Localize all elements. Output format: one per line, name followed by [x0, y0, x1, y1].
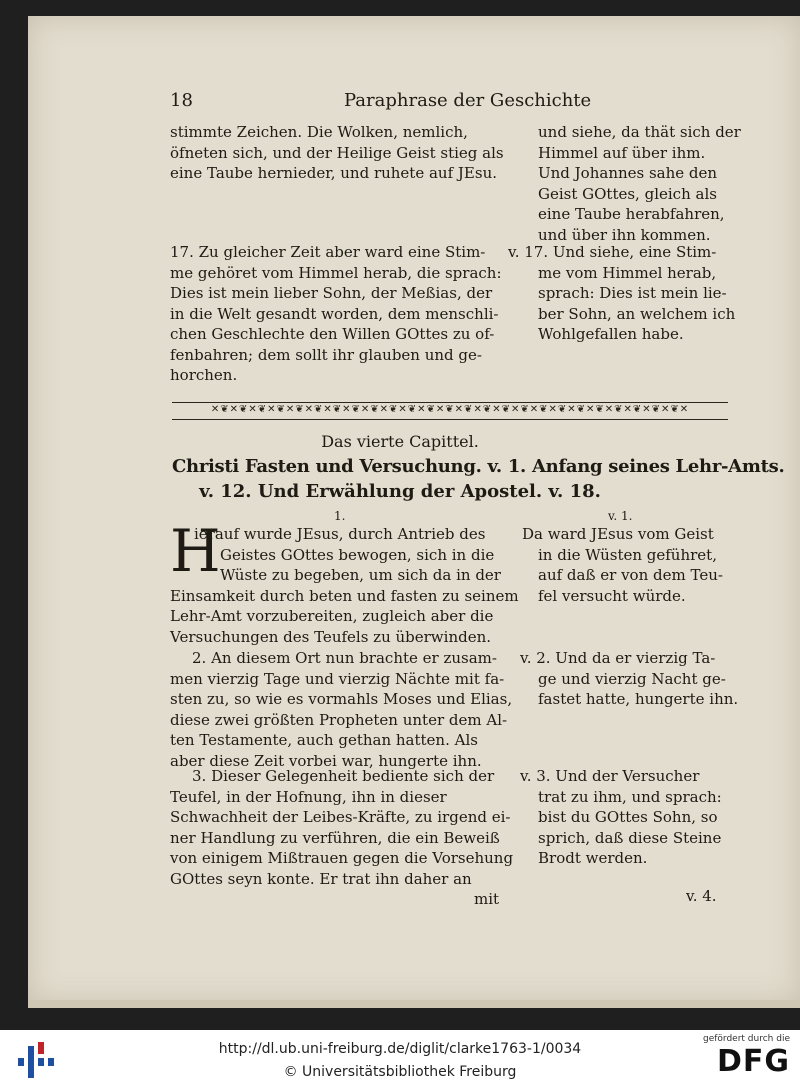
text-line: ierauf wurde JEsus, durch Antrieb des — [194, 525, 486, 543]
text-line: Lehr-Amt vorzubereiten, zugleich aber die — [170, 607, 494, 625]
text-line: 17. Zu gleicher Zeit aber ward eine Stim- — [170, 243, 486, 261]
verse-17-paraphrase — [170, 242, 502, 386]
text-line: Himmel auf über ihm. — [538, 143, 706, 162]
text-line: bist du GOttes Sohn, so — [538, 808, 718, 826]
text-line: sprach: Dies ist mein lie- — [538, 284, 727, 302]
text-line: fel versucht würde. — [538, 586, 686, 605]
text-line: ber Sohn, an welchem ich — [538, 304, 736, 323]
text-line: ten Testamente, auch gethan hatten. Als — [170, 731, 478, 749]
running-title: Paraphrase der Geschichte — [344, 90, 592, 111]
text-line: ner Handlung zu verführen, die ein Beweiß — [170, 828, 500, 847]
text-line: diese zwei größten Propheten unter dem Al- — [170, 710, 508, 729]
copyright-notice: © Universitätsbibliothek Freiburg — [283, 1064, 517, 1080]
top-left-column — [170, 122, 504, 184]
text-line: men vierzig Tage und vierzig Nächte mit fa- — [170, 669, 505, 688]
text-line: sprich, daß diese Steine — [538, 828, 722, 847]
text-line: me vom Himmel herab, — [538, 263, 717, 282]
top-right-column — [538, 122, 741, 245]
text-line: Und Johannes sahe den — [538, 164, 718, 182]
text-line: und über ihn kommen. — [538, 225, 711, 244]
text-line: Geistes GOttes bewogen, sich in die — [220, 545, 495, 564]
chapter-title-line-1: Christi Fasten und Versuchung. v. 1. Anfang seines Lehr-Amts. — [172, 456, 785, 477]
text-line: öfneten sich, und der Heilige Geist stieg als — [170, 143, 504, 162]
text-line: v. 2. Und da er vierzig Ta- — [520, 649, 716, 667]
text-line: in die Wüsten geführet, — [538, 545, 717, 564]
text-line: Versuchungen des Teufels zu überwinden. — [170, 627, 492, 646]
section-1-right-number: v. 1. — [608, 509, 633, 523]
text-line: ge und vierzig Nacht ge- — [538, 669, 726, 688]
text-line: me gehöret vom Himmel herab, die sprach: — [170, 263, 502, 282]
text-line: und siehe, da thät sich der — [538, 123, 741, 141]
text-line: aber diese Zeit vorbei war, hungerte ihn. — [170, 751, 482, 770]
text-line: Dies ist mein lieber Sohn, der Meßias, der — [170, 284, 493, 302]
page-edge — [28, 1000, 800, 1008]
section-2-paraphrase — [170, 648, 512, 771]
text-line: fenbahren; dem sollt ihr glauben und ge- — [170, 345, 482, 364]
document-url[interactable]: http://dl.ub.uni-freiburg.de/diglit/clarke1763-1/0034 — [218, 1041, 582, 1057]
ornamental-divider: ✕❦✕❦✕❦✕❦✕❦✕❦✕❦✕❦✕❦✕❦✕❦✕❦✕❦✕❦✕❦✕❦✕❦✕❦✕❦✕❦✕❦✕❦✕❦✕❦✕❦✕ — [172, 402, 728, 420]
text-line: stimmte Zeichen. Die Wolken, nemlich, — [170, 123, 468, 141]
funded-by-label: gefördert durch die — [703, 1034, 790, 1044]
text-line: horchen. — [170, 366, 238, 384]
page-number: 18 — [170, 90, 193, 111]
text-line: v. 3. Und der Versucher — [520, 767, 700, 785]
section-1-paraphrase — [170, 517, 519, 647]
text-line: Teufel, in der Hofnung, ihn in dieser — [170, 787, 447, 806]
section-3-scripture — [520, 766, 722, 869]
text-line: Wohlgefallen habe. — [538, 325, 684, 343]
text-line: fastet hatte, hungerte ihn. — [538, 690, 739, 708]
text-line: Einsamkeit durch beten und fasten zu seinem — [170, 586, 519, 605]
text-line: chen Geschlechte den Willen GOttes zu of- — [170, 325, 495, 343]
text-line: eine Taube herabfahren, — [538, 205, 725, 223]
text-line: 2. An diesem Ort nun brachte er zusam- — [192, 649, 497, 667]
verse-17-scripture — [508, 242, 735, 345]
catchword-right: v. 4. — [686, 887, 717, 905]
text-line: trat zu ihm, und sprach: — [538, 787, 722, 806]
text-line: eine Taube hernieder, und ruhete auf JEsu. — [170, 164, 497, 182]
catchword-left: mit — [474, 890, 500, 908]
chapter-label: Das vierte Capittel. — [321, 432, 479, 451]
text-line: Geist GOttes, gleich als — [538, 184, 717, 203]
text-line: sten zu, so wie es vormahls Moses und Elias, — [170, 690, 513, 708]
text-line: von einigem Mißtrauen gegen die Vorsehung — [170, 849, 514, 867]
text-line: Da ward JEsus vom Geist — [522, 525, 714, 543]
text-line: in die Welt gesandt worden, dem menschli- — [170, 304, 499, 323]
text-line: Brodt werden. — [538, 849, 648, 867]
text-line: Wüste zu begeben, um sich da in der — [220, 566, 501, 584]
section-2-scripture — [520, 648, 738, 710]
text-line: 3. Dieser Gelegenheit bediente sich der — [192, 767, 495, 785]
text-line: auf daß er von dem Teu- — [538, 566, 723, 584]
drop-capital: H — [170, 517, 221, 585]
section-3-paraphrase — [170, 766, 513, 889]
dfg-logo: DFG — [716, 1044, 790, 1079]
text-line: Schwachheit der Leibes-Kräfte, zu irgend ei- — [170, 808, 511, 826]
section-1-scripture — [522, 524, 723, 606]
chapter-title-line-2: v. 12. Und Erwählung der Apostel. v. 18. — [199, 481, 601, 502]
text-line: GOttes seyn konte. Er trat ihn daher an — [170, 869, 472, 888]
text-line: v. 17. Und siehe, eine Stim- — [508, 243, 717, 261]
section-1-left-number: 1. — [334, 509, 346, 523]
